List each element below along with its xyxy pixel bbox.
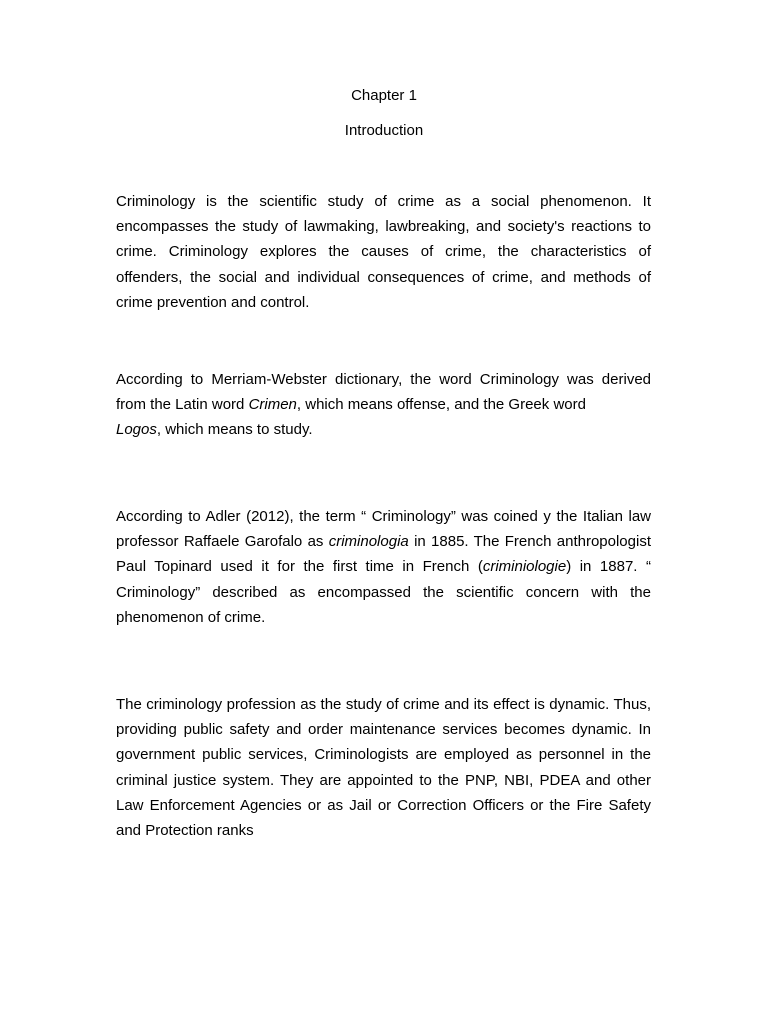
chapter-heading: Chapter 1	[351, 87, 417, 104]
italic-term-crimen: Crimen	[248, 396, 297, 414]
paragraph-text: According to Merriam-Webster dictionary, the word Criminology was derived from the Latin word	[116, 371, 651, 414]
paragraph-text: in 1885. The French anthropologist Paul Topinard used it for the first time in French (	[116, 533, 651, 576]
italic-term-criminiologie: criminiologie	[482, 558, 567, 576]
paragraph-definition	[116, 189, 651, 315]
section-title: Introduction	[344, 122, 424, 139]
paragraph-text: , which means to study.	[156, 421, 313, 439]
paragraph-profession	[116, 692, 651, 843]
paragraph-etymology	[116, 367, 651, 443]
italic-term-logos: Logos	[116, 421, 157, 439]
italic-term-criminologia: criminologia	[328, 533, 409, 551]
paragraph-history	[116, 504, 651, 630]
paragraph-text: Criminology is the scientific study of crime as a social phenomenon. It encompasses the study of lawmaking, lawbreaking, and society's reactions to crime. Criminology explores the causes of crime, the characteristics of offenders, the social and individual consequences of crime, and methods of crime prevention and control.	[116, 193, 651, 311]
paragraph-text: , which means offense, and the Greek word	[296, 396, 586, 414]
paragraph-text: The criminology profession as the study of crime and its effect is dynamic. Thus, providing public safety and order maintenance services becomes dynamic. In government public services, Criminologists are employed as personnel in the criminal justice system. They are appointed to the PNP, NBI, PDEA and other Law Enforcement Agencies or as Jail or Correction Officers or the Fire Safety and Protection ranks	[116, 696, 651, 840]
paragraph-text: According to Adler (2012), the term “ Criminology” was coined y the Italian law professor Raffaele Garofalo as	[116, 508, 651, 551]
paragraph-text: ) in 1887. “ Criminology” described as encompassed the scientific concern with the phenomenon of crime.	[116, 558, 651, 626]
